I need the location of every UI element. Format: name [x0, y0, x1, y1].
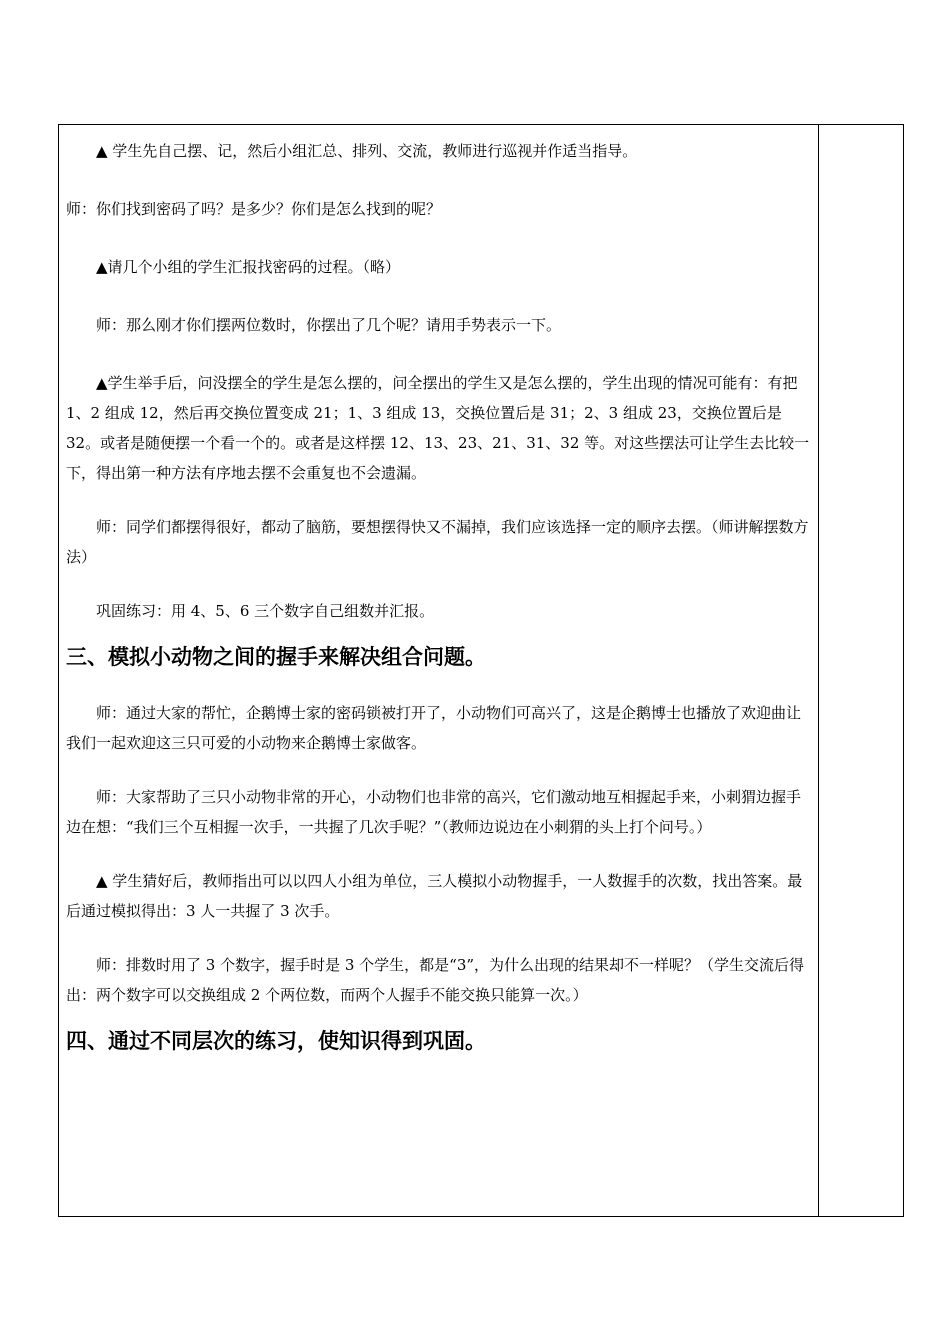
lesson-content — [66, 136, 812, 1058]
paragraph-teacher-gesture: 师：那么刚才你们摆两位数时，你摆出了几个呢？请用手势表示一下。 — [96, 316, 562, 334]
paragraph-penguin-lock: 师：通过大家的帮忙，企鹅博士家的密码锁被打开了，小动物们可高兴了，这是企鹅博士也播放了欢迎曲让我们一起欢迎这三只可爱的小动物来企鹅博士家做客。 — [66, 704, 802, 752]
paragraph-group-report: ▲请几个小组的学生汇报找密码的过程。（略） — [96, 258, 401, 276]
column-divider — [818, 124, 819, 1217]
paragraph-handshake-question: 师：大家帮助了三只小动物非常的开心，小动物们也非常的高兴，它们激动地互相握起手来，小刺猬边握手边在想：“我们三个互相握一次手，一共握了几次手呢？”（教师边说边在小刺猬的头上打个问号。） — [66, 788, 802, 836]
paragraph-arrangement-methods: ▲学生举手后，问没摆全的学生是怎么摆的，问全摆出的学生又是怎么摆的，学生出现的情况可能有：有把 1、2 组成 12，然后再交换位置变成 21；1、3 组成 13，交换位置后是 31；2、3 组成 23，交换位置后是 32。或者是随便摆一个看一个的。或者是这样摆 12、13、23、21、31、32 等。对这些摆法可让学生去比较一下，得出第一种方法有序地去摆不会重复也不会遗漏。 — [66, 374, 810, 482]
paragraph-teacher-question: 师：你们找到密码了吗？是多少？你们是怎么找到的呢？ — [66, 200, 442, 218]
paragraph-practice: 巩固练习：用 4、5、6 三个数字自己组数并汇报。 — [96, 602, 435, 620]
paragraph-teacher-summary: 师：同学们都摆得很好，都动了脑筋，要想摆得快又不漏掉，我们应该选择一定的顺序去摆。（师讲解摆数方法） — [66, 518, 809, 566]
section-heading-four: 四、通过不同层次的练习，使知识得到巩固。 — [66, 1029, 486, 1053]
paragraph-comparison: 师：排数时用了 3 个数字，握手时是 3 个学生，都是“3”，为什么出现的结果却不一样呢？（学生交流后得出：两个数字可以交换组成 2 个两位数，而两个人握手不能交换只能算一次。） — [66, 956, 805, 1004]
section-heading-three: 三、模拟小动物之间的握手来解决组合问题。 — [66, 645, 486, 669]
paragraph-handshake-simulation: ▲ 学生猜好后，教师指出可以以四人小组为单位，三人模拟小动物握手，一人数握手的次数，找出答案。最后通过模拟得出：3 人一共握了 3 次手。 — [66, 872, 803, 920]
paragraph-student-activity: ▲ 学生先自己摆、记，然后小组汇总、排列、交流，教师进行巡视并作适当指导。 — [96, 142, 638, 160]
